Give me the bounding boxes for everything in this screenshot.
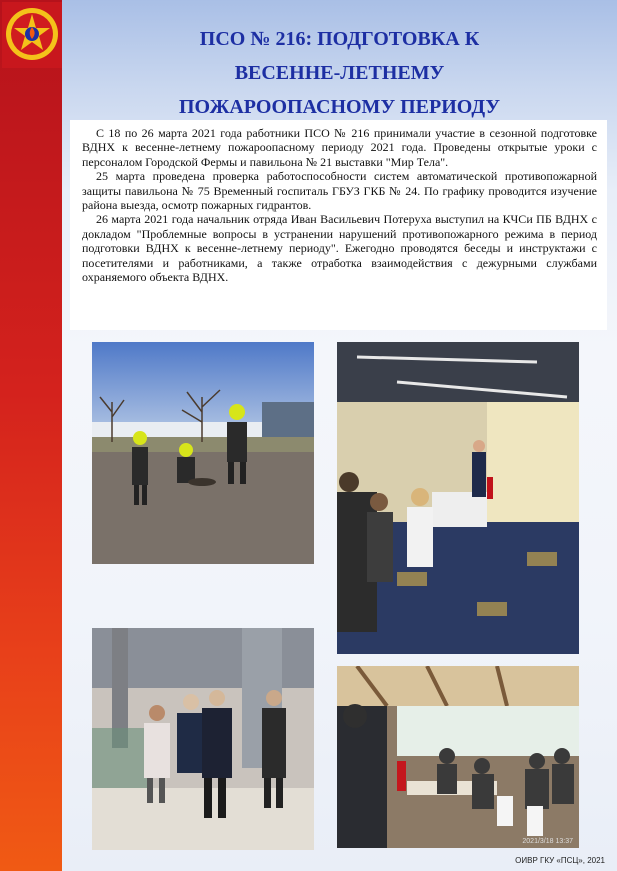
page-title: [62, 22, 617, 124]
paragraph-2: 25 марта проведена проверка работоспособности систем автоматической противопожарной защиты павильона № 75 Временный госпиталь ГБУЗ ГКБ № 24. По графику проводится изучение района выезда, осмотр пожарных гидрантов.: [82, 169, 597, 213]
title-line-1: ПСО № 216: ПОДГОТОВКА К: [199, 28, 480, 50]
photo-hydrant-inspection: [92, 342, 314, 564]
photo-pavilion-briefing: [92, 628, 314, 850]
photo-cafe-instruction: [337, 666, 579, 848]
title-line-3: ПОЖАРООПАСНОМУ ПЕРИОДУ: [178, 96, 501, 118]
footer-credit: ОИВР ГКУ «ПСЦ», 2021: [515, 856, 605, 865]
fire-brigade-emblem-icon: [2, 2, 62, 68]
photo-timestamp: 2021/3/18 13:37: [522, 838, 573, 845]
title-line-2: ВЕСЕННЕ-ЛЕТНЕМУ: [234, 62, 445, 84]
left-red-strip: [0, 0, 62, 871]
photo-indoor-lesson: [337, 342, 579, 654]
paragraph-3: 26 марта 2021 года начальник отряда Иван Васильевич Потеруха выступил на КЧСи ПБ ВДНХ с докладом "Проблемные вопросы в устранении нарушений противопожарного режима в период подготовки ВДНХ к весенне-летнему периоду". Ежегодно проводятся беседы и инструктажи с посетителями и работниками, а также отработка взаимодействия с дежурными службами охраняемого объекта ВДНХ.: [82, 212, 597, 285]
paragraph-1: С 18 по 26 марта 2021 года работники ПСО № 216 принимали участие в сезонной подготовке ВДНХ к весенне-летнему пожароопасному периоду 2021 года. Проведены открытые уроки с персоналом Городской Фермы и павильона № 21 выставки "Мир Тела".: [82, 126, 597, 169]
article-body: [82, 126, 597, 284]
